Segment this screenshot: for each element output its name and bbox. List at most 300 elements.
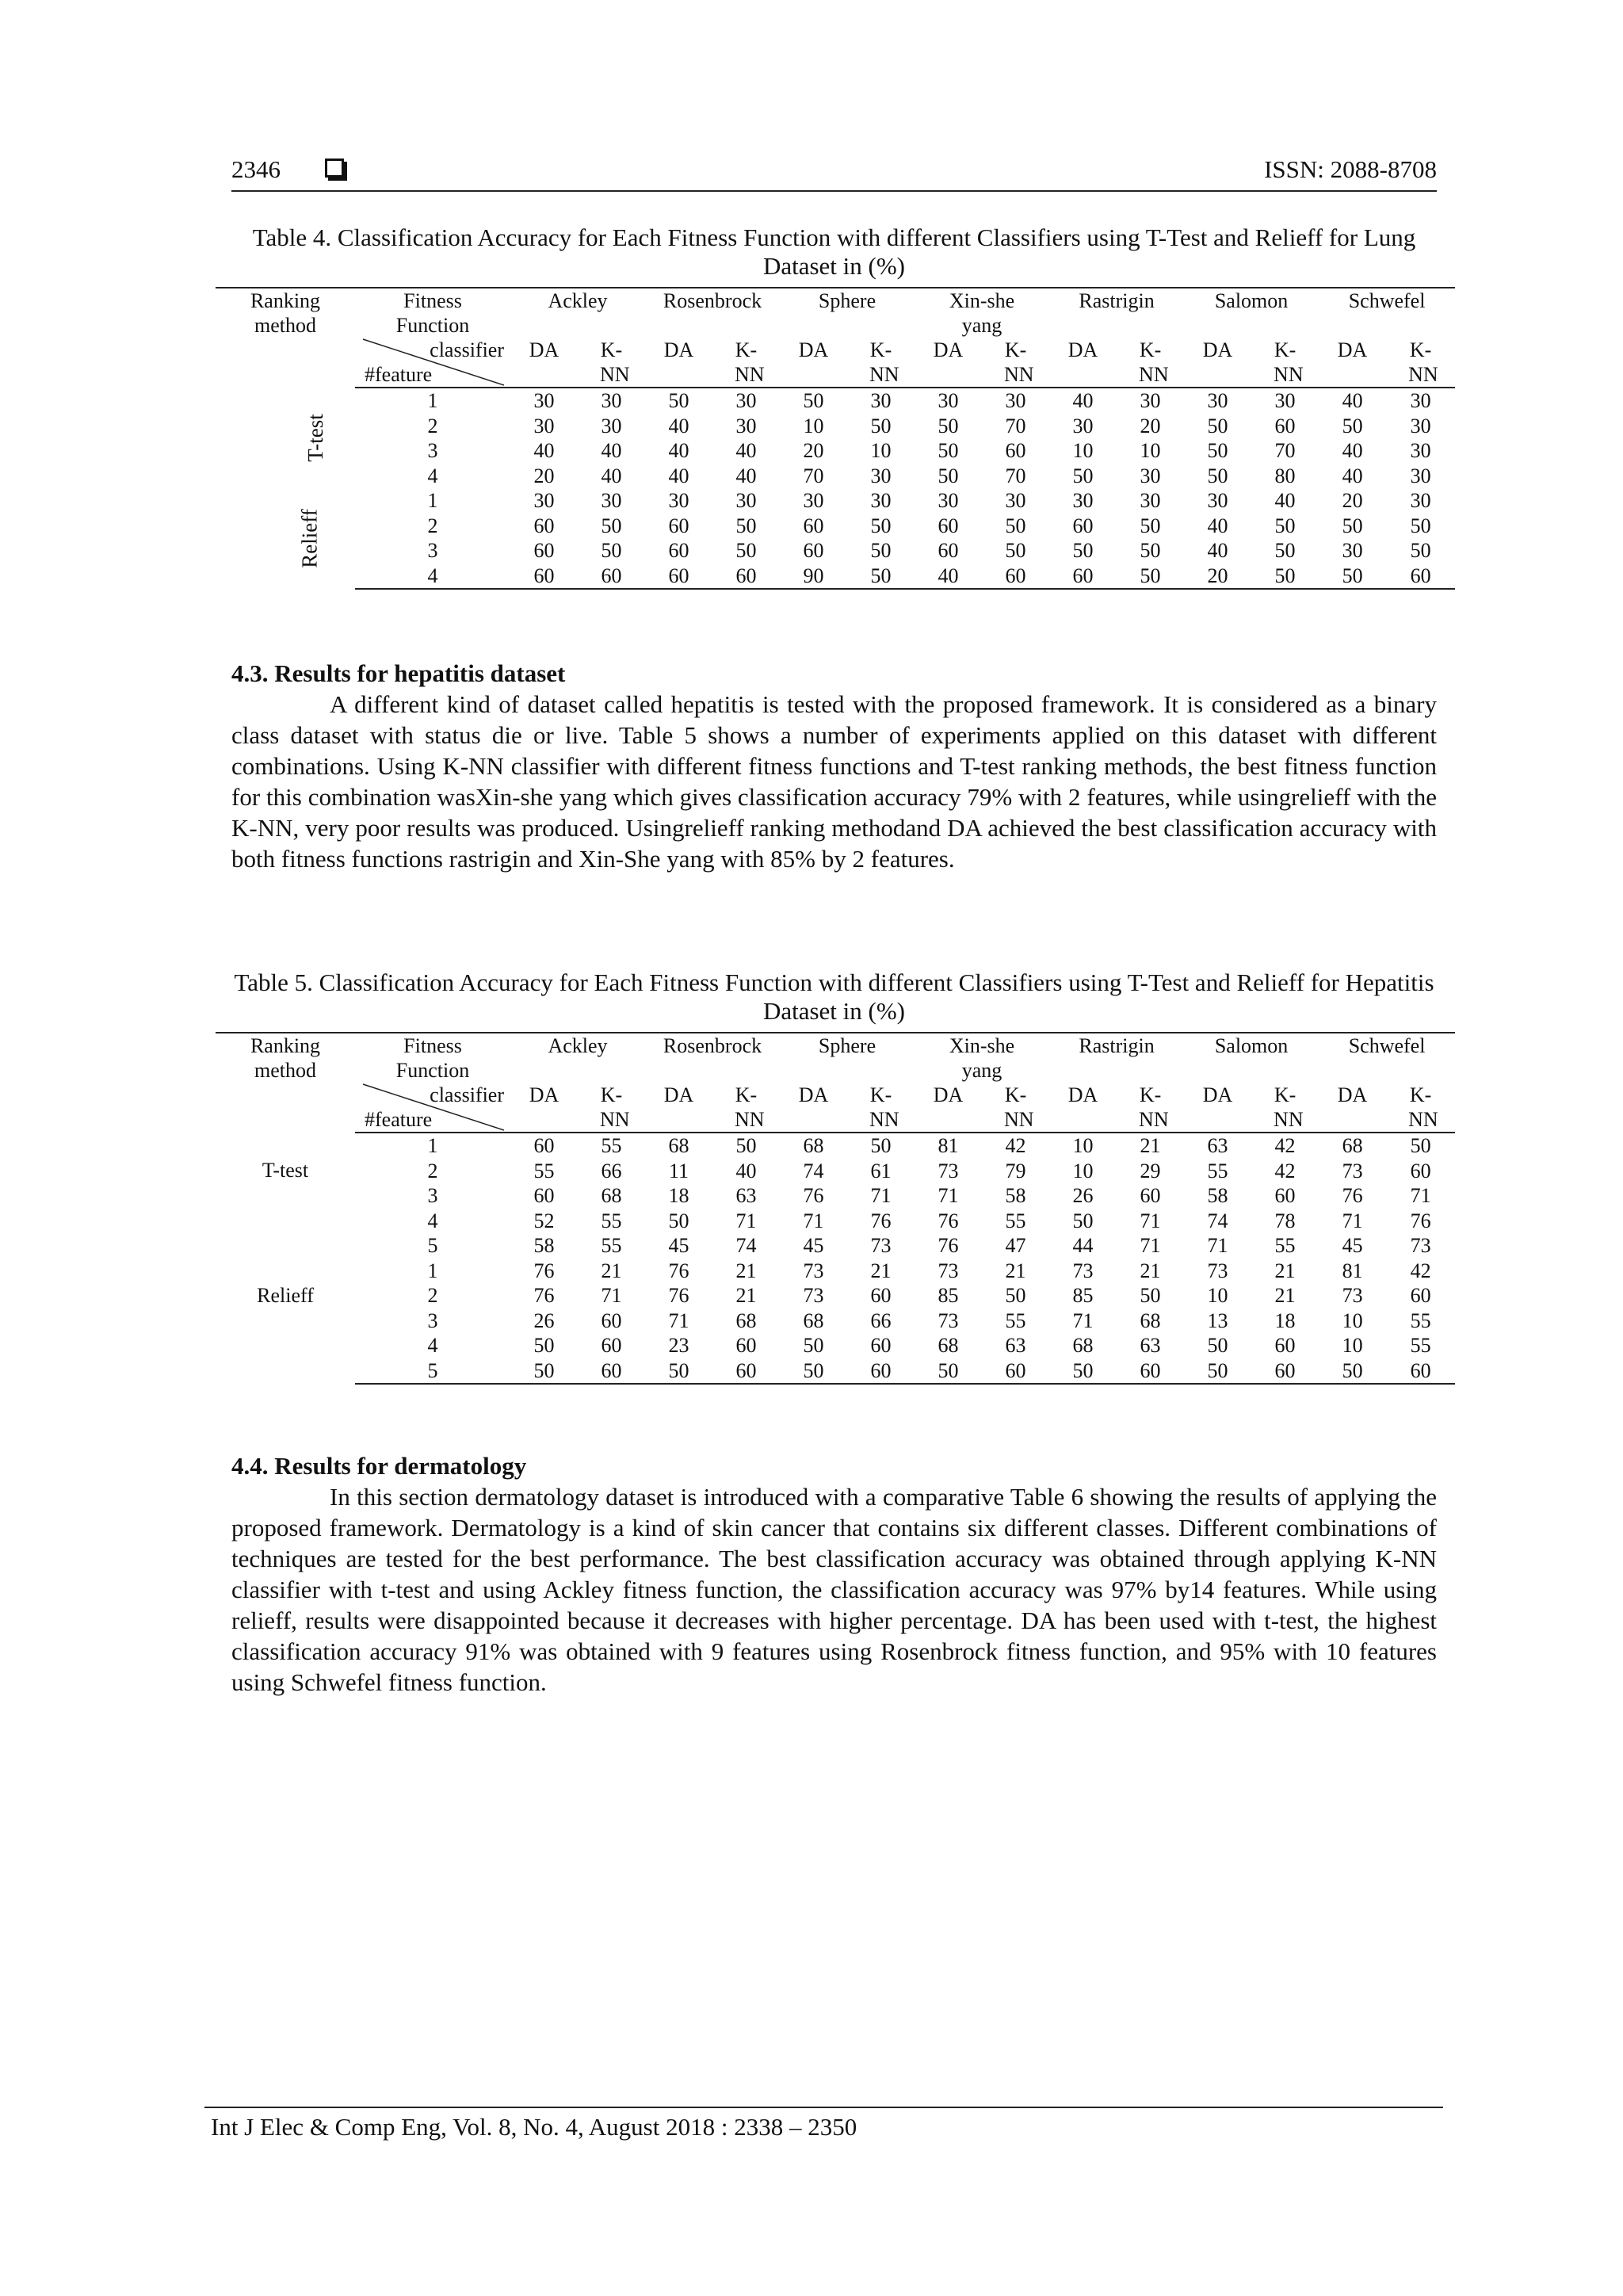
- function-header: Xin-she yang: [915, 288, 1049, 338]
- knn-header: K-NN: [982, 338, 1049, 388]
- accuracy-cell: 60: [1140, 1184, 1161, 1207]
- accuracy-cell: 76: [533, 1284, 555, 1307]
- accuracy-cell: 10: [1072, 439, 1094, 462]
- ranking-method-header: Ranking method: [216, 288, 355, 388]
- section-4-3-body: A different kind of dataset called hepatitis is tested with the proposed framework. It is considered as a binary class dataset with status die or live. Table 5 shows a number of experiments applied on this dataset with different combinations. Using K-NN classifier with different fitness functions and T-test ranking methods, the best fitness function for this combination wasXin-she yang which gives classification accuracy 79% with 2 features, while usingrelieff with the K-NN, very poor results was produced. Usingrelieff ranking methodand DA achieved the best classification accuracy with both fitness functions rastrigin and Xin-She yang with 85% by 2 features.: [231, 690, 1437, 873]
- accuracy-cell: 21: [870, 1259, 892, 1282]
- accuracy-cell: 80: [1274, 464, 1296, 487]
- accuracy-cell: 60: [1386, 563, 1455, 590]
- da-header: DA: [1049, 338, 1117, 388]
- function-header: Ackley: [510, 288, 645, 338]
- da-header: DA: [915, 1083, 982, 1133]
- classifier-feature-header: [355, 1083, 510, 1133]
- feature-count-cell: 2: [427, 1159, 438, 1182]
- knn-header: K-NN: [847, 1083, 915, 1133]
- accuracy-cell: 20: [533, 464, 555, 487]
- feature-count-cell: 5: [355, 1358, 510, 1385]
- accuracy-cell: 73: [1342, 1284, 1363, 1307]
- feature-count-cell: 4: [355, 563, 510, 590]
- table-row: [216, 388, 1455, 414]
- accuracy-cell: 30: [1410, 414, 1431, 437]
- accuracy-cell: 40: [1207, 539, 1228, 562]
- accuracy-cell: 42: [1005, 1134, 1026, 1157]
- accuracy-cell: 30: [1410, 439, 1431, 462]
- feature-count-cell: 1: [427, 1134, 438, 1157]
- accuracy-cell: 50: [601, 514, 622, 537]
- accuracy-cell: 10: [1207, 1284, 1228, 1307]
- accuracy-cell: 76: [668, 1284, 689, 1307]
- knn-header: K-NN: [712, 1083, 780, 1133]
- accuracy-cell: 60: [668, 539, 689, 562]
- da-header: DA: [645, 1083, 712, 1133]
- accuracy-cell: 30: [1207, 489, 1228, 512]
- accuracy-cell: 50: [1207, 464, 1228, 487]
- accuracy-cell: 50: [1140, 514, 1161, 537]
- table-row: [216, 1358, 1455, 1385]
- da-header: DA: [780, 338, 847, 388]
- accuracy-cell: 55: [1005, 1308, 1026, 1332]
- feature-count-cell: 3: [427, 439, 438, 462]
- accuracy-cell: 50: [1274, 539, 1296, 562]
- accuracy-cell: 50: [803, 389, 824, 412]
- feature-count-cell: 1: [427, 489, 438, 512]
- accuracy-cell: 20: [1140, 414, 1161, 437]
- accuracy-cell: 90: [780, 563, 847, 590]
- accuracy-cell: 47: [1005, 1234, 1026, 1257]
- table-row: [216, 1333, 1455, 1358]
- accuracy-cell: 50: [1049, 1358, 1117, 1385]
- accuracy-cell: 68: [735, 1308, 757, 1332]
- accuracy-cell: 40: [533, 439, 555, 462]
- accuracy-cell: 30: [533, 389, 555, 412]
- accuracy-cell: 60: [938, 514, 959, 537]
- table-row: [216, 1308, 1455, 1334]
- accuracy-cell: 58: [533, 1234, 555, 1257]
- accuracy-cell: 70: [1005, 464, 1026, 487]
- feature-count-cell: 5: [427, 1234, 438, 1257]
- accuracy-cell: 60: [533, 1184, 555, 1207]
- table-row: [216, 1209, 1455, 1234]
- accuracy-cell: 40: [1274, 489, 1296, 512]
- table4: [216, 287, 1455, 590]
- accuracy-cell: 11: [668, 1159, 689, 1182]
- accuracy-cell: 73: [803, 1284, 824, 1307]
- accuracy-cell: 60: [533, 514, 555, 537]
- accuracy-cell: 52: [533, 1209, 555, 1232]
- accuracy-cell: 40: [735, 1159, 757, 1182]
- function-header: Sphere: [780, 288, 915, 338]
- table-row: [216, 1233, 1455, 1259]
- table-row: [216, 538, 1455, 563]
- table-row: [216, 1259, 1455, 1284]
- knn-header: K-NN: [578, 1083, 645, 1133]
- ranking-method-cell: [216, 1133, 355, 1259]
- accuracy-cell: 60: [712, 1358, 780, 1385]
- accuracy-cell: 20: [1184, 563, 1251, 590]
- accuracy-cell: 50: [1005, 514, 1026, 537]
- accuracy-cell: 42: [1410, 1259, 1431, 1282]
- accuracy-cell: 60: [870, 1334, 892, 1357]
- accuracy-cell: 26: [533, 1308, 555, 1332]
- accuracy-cell: 50: [870, 514, 892, 537]
- accuracy-cell: 50: [1005, 539, 1026, 562]
- da-header: DA: [780, 1083, 847, 1133]
- accuracy-cell: 73: [1410, 1234, 1431, 1257]
- accuracy-cell: 60: [1117, 1358, 1184, 1385]
- feature-count-cell: 2: [427, 514, 438, 537]
- accuracy-cell: 30: [1410, 464, 1431, 487]
- accuracy-cell: 71: [1207, 1234, 1228, 1257]
- accuracy-cell: 61: [870, 1159, 892, 1182]
- accuracy-cell: 71: [1072, 1308, 1094, 1332]
- accuracy-cell: 30: [735, 489, 757, 512]
- accuracy-cell: 68: [938, 1334, 959, 1357]
- da-header: DA: [510, 338, 578, 388]
- accuracy-cell: 73: [938, 1259, 959, 1282]
- accuracy-cell: 55: [1207, 1159, 1228, 1182]
- accuracy-cell: 85: [1072, 1284, 1094, 1307]
- function-header: Rosenbrock: [645, 288, 780, 338]
- accuracy-cell: 71: [1342, 1209, 1363, 1232]
- accuracy-cell: 50: [1207, 414, 1228, 437]
- accuracy-cell: 10: [1342, 1334, 1363, 1357]
- accuracy-cell: 79: [1005, 1159, 1026, 1182]
- feature-label: #feature: [365, 363, 433, 386]
- accuracy-cell: 60: [982, 563, 1049, 590]
- feature-count-cell: 1: [427, 389, 438, 412]
- accuracy-cell: 30: [1410, 389, 1431, 412]
- accuracy-cell: 60: [1049, 563, 1117, 590]
- accuracy-cell: 55: [601, 1134, 622, 1157]
- table-row: [216, 1133, 1455, 1159]
- feature-count-cell: 2: [427, 414, 438, 437]
- table-row: [216, 438, 1455, 464]
- accuracy-cell: 45: [668, 1234, 689, 1257]
- feature-count-cell: 3: [427, 539, 438, 562]
- accuracy-cell: 30: [1072, 414, 1094, 437]
- accuracy-cell: 50: [668, 389, 689, 412]
- classifier-label: classifier: [430, 1083, 504, 1106]
- knn-header: K-NN: [1251, 338, 1319, 388]
- accuracy-cell: 60: [1251, 1358, 1319, 1385]
- table-row: [216, 514, 1455, 539]
- accuracy-cell: 81: [1342, 1259, 1363, 1282]
- feature-count-cell: 1: [427, 1259, 438, 1282]
- accuracy-cell: 40: [1072, 389, 1094, 412]
- accuracy-cell: 60: [1410, 1284, 1431, 1307]
- accuracy-cell: 18: [1274, 1308, 1296, 1332]
- accuracy-cell: 76: [938, 1209, 959, 1232]
- accuracy-cell: 71: [938, 1184, 959, 1207]
- function-header: Rastrigin: [1049, 1033, 1184, 1083]
- accuracy-cell: 26: [1072, 1184, 1094, 1207]
- accuracy-cell: 40: [1342, 464, 1363, 487]
- accuracy-cell: 50: [847, 563, 915, 590]
- accuracy-cell: 30: [735, 389, 757, 412]
- accuracy-cell: 50: [1207, 439, 1228, 462]
- accuracy-cell: 42: [1274, 1159, 1296, 1182]
- accuracy-cell: 30: [533, 414, 555, 437]
- accuracy-cell: 21: [1274, 1284, 1296, 1307]
- accuracy-cell: 71: [601, 1284, 622, 1307]
- accuracy-cell: 50: [533, 1334, 555, 1357]
- page-footer: Int J Elec & Comp Eng, Vol. 8, No. 4, August 2018 : 2338 – 2350: [204, 2107, 1443, 2141]
- accuracy-cell: 50: [1319, 1358, 1386, 1385]
- da-header: DA: [1049, 1083, 1117, 1133]
- knn-header: K-NN: [578, 338, 645, 388]
- feature-count-cell: 2: [427, 1284, 438, 1307]
- accuracy-cell: 60: [533, 539, 555, 562]
- accuracy-cell: 60: [870, 1284, 892, 1307]
- accuracy-cell: 21: [1274, 1259, 1296, 1282]
- function-header: Rastrigin: [1049, 288, 1184, 338]
- accuracy-cell: 60: [712, 563, 780, 590]
- classifier-label: classifier: [430, 338, 504, 361]
- accuracy-cell: 30: [601, 389, 622, 412]
- accuracy-cell: 76: [668, 1259, 689, 1282]
- accuracy-cell: 50: [1184, 1358, 1251, 1385]
- accuracy-cell: 20: [803, 439, 824, 462]
- accuracy-cell: 60: [1386, 1358, 1455, 1385]
- accuracy-cell: 10: [870, 439, 892, 462]
- accuracy-cell: 50: [1072, 464, 1094, 487]
- accuracy-cell: 50: [1140, 1284, 1161, 1307]
- accuracy-cell: 30: [533, 489, 555, 512]
- accuracy-cell: 73: [1207, 1259, 1228, 1282]
- accuracy-cell: 60: [533, 1134, 555, 1157]
- accuracy-cell: 30: [870, 389, 892, 412]
- accuracy-cell: 50: [1140, 539, 1161, 562]
- accuracy-cell: 68: [803, 1308, 824, 1332]
- accuracy-cell: 74: [803, 1159, 824, 1182]
- accuracy-cell: 60: [578, 563, 645, 590]
- da-header: DA: [915, 338, 982, 388]
- accuracy-cell: 60: [1005, 439, 1026, 462]
- accuracy-cell: 71: [1410, 1184, 1431, 1207]
- accuracy-cell: 30: [1274, 389, 1296, 412]
- accuracy-cell: 60: [1274, 1184, 1296, 1207]
- accuracy-cell: 50: [510, 1358, 578, 1385]
- accuracy-cell: 70: [1274, 439, 1296, 462]
- accuracy-cell: 50: [870, 539, 892, 562]
- table-row: [216, 563, 1455, 590]
- accuracy-cell: 76: [1342, 1184, 1363, 1207]
- accuracy-cell: 73: [938, 1308, 959, 1332]
- accuracy-cell: 50: [645, 1358, 712, 1385]
- table-row: [216, 414, 1455, 439]
- accuracy-cell: 50: [780, 1358, 847, 1385]
- accuracy-cell: 40: [1207, 514, 1228, 537]
- accuracy-cell: 23: [668, 1334, 689, 1357]
- accuracy-cell: 50: [735, 539, 757, 562]
- running-header: [231, 155, 1437, 192]
- accuracy-cell: 76: [938, 1234, 959, 1257]
- feature-count-cell: 3: [427, 1308, 438, 1332]
- accuracy-cell: 50: [1072, 539, 1094, 562]
- ranking-method-cell: [216, 388, 355, 488]
- knn-header: K-NN: [1251, 1083, 1319, 1133]
- da-header: DA: [1184, 1083, 1251, 1133]
- accuracy-cell: 60: [803, 539, 824, 562]
- knn-header: K-NN: [1117, 1083, 1184, 1133]
- accuracy-cell: 10: [803, 414, 824, 437]
- knn-header: K-NN: [1117, 338, 1184, 388]
- accuracy-cell: 40: [668, 414, 689, 437]
- accuracy-cell: 60: [803, 514, 824, 537]
- knn-header: K-NN: [1386, 338, 1455, 388]
- function-header: Schwefel: [1319, 1033, 1455, 1083]
- accuracy-cell: 76: [1410, 1209, 1431, 1232]
- accuracy-cell: 40: [668, 464, 689, 487]
- accuracy-cell: 50: [1072, 1209, 1094, 1232]
- accuracy-cell: 66: [601, 1159, 622, 1182]
- table5: [216, 1032, 1455, 1385]
- ranking-method-label: Relieff: [297, 509, 322, 568]
- accuracy-cell: 60: [578, 1358, 645, 1385]
- accuracy-cell: 10: [1072, 1134, 1094, 1157]
- accuracy-cell: 55: [1274, 1234, 1296, 1257]
- da-header: DA: [510, 1083, 578, 1133]
- accuracy-cell: 60: [1274, 414, 1296, 437]
- accuracy-cell: 50: [870, 1134, 892, 1157]
- accuracy-cell: 10: [1140, 439, 1161, 462]
- function-header: Xin-she yang: [915, 1033, 1049, 1083]
- accuracy-cell: 50: [938, 464, 959, 487]
- accuracy-cell: 50: [1410, 1134, 1431, 1157]
- accuracy-cell: 40: [735, 464, 757, 487]
- da-header: DA: [1184, 338, 1251, 388]
- knn-header: K-NN: [712, 338, 780, 388]
- accuracy-cell: 63: [1005, 1334, 1026, 1357]
- accuracy-cell: 30: [1005, 389, 1026, 412]
- accuracy-cell: 71: [735, 1209, 757, 1232]
- accuracy-cell: 55: [601, 1209, 622, 1232]
- accuracy-cell: 30: [938, 489, 959, 512]
- accuracy-cell: 74: [1207, 1209, 1228, 1232]
- accuracy-cell: 60: [847, 1358, 915, 1385]
- accuracy-cell: 73: [803, 1259, 824, 1282]
- table-row: [216, 1283, 1455, 1308]
- page-number: 2346: [231, 155, 281, 183]
- accuracy-cell: 18: [668, 1184, 689, 1207]
- accuracy-cell: 21: [601, 1259, 622, 1282]
- table5-caption: Table 5. Classification Accuracy for Each Fitness Function with different Classifiers using T-Test and Relieff for Hepatitis Dataset in (%): [234, 968, 1434, 1025]
- accuracy-cell: 30: [1207, 389, 1228, 412]
- accuracy-cell: 50: [735, 514, 757, 537]
- accuracy-cell: 50: [1005, 1284, 1026, 1307]
- accuracy-cell: 60: [1410, 1159, 1431, 1182]
- accuracy-cell: 50: [668, 1209, 689, 1232]
- accuracy-cell: 71: [1140, 1209, 1161, 1232]
- accuracy-cell: 40: [735, 439, 757, 462]
- accuracy-cell: 68: [1140, 1308, 1161, 1332]
- function-header: Salomon: [1184, 288, 1319, 338]
- accuracy-cell: 40: [1342, 389, 1363, 412]
- accuracy-cell: 71: [870, 1184, 892, 1207]
- fitness-function-header: Fitness Function: [355, 1033, 510, 1083]
- accuracy-cell: 21: [735, 1284, 757, 1307]
- accuracy-cell: 40: [601, 464, 622, 487]
- ranking-method-cell: [216, 1259, 355, 1385]
- accuracy-cell: 60: [668, 514, 689, 537]
- accuracy-cell: 10: [1342, 1308, 1363, 1332]
- accuracy-cell: 74: [735, 1234, 757, 1257]
- function-header: Rosenbrock: [645, 1033, 780, 1083]
- accuracy-cell: 30: [601, 414, 622, 437]
- accuracy-cell: 55: [533, 1159, 555, 1182]
- accuracy-cell: 68: [803, 1134, 824, 1157]
- accuracy-cell: 85: [938, 1284, 959, 1307]
- knn-header: K-NN: [1386, 1083, 1455, 1133]
- ranking-method-label: Relieff: [257, 1284, 314, 1307]
- accuracy-cell: 30: [1140, 389, 1161, 412]
- accuracy-cell: 50: [915, 1358, 982, 1385]
- accuracy-cell: 21: [1140, 1134, 1161, 1157]
- classifier-feature-header: [355, 338, 510, 388]
- accuracy-cell: 30: [870, 464, 892, 487]
- function-header: Schwefel: [1319, 288, 1455, 338]
- accuracy-cell: 30: [938, 389, 959, 412]
- accuracy-cell: 60: [510, 563, 578, 590]
- accuracy-cell: 60: [645, 563, 712, 590]
- accuracy-cell: 45: [1342, 1234, 1363, 1257]
- accuracy-cell: 76: [870, 1209, 892, 1232]
- ranking-method-header: Ranking method: [216, 1033, 355, 1133]
- table-row: [216, 464, 1455, 489]
- accuracy-cell: 60: [601, 1334, 622, 1357]
- accuracy-cell: 50: [1410, 514, 1431, 537]
- knn-header: K-NN: [847, 338, 915, 388]
- accuracy-cell: 55: [601, 1234, 622, 1257]
- accuracy-cell: 76: [533, 1259, 555, 1282]
- accuracy-cell: 60: [601, 1308, 622, 1332]
- accuracy-cell: 29: [1140, 1159, 1161, 1182]
- ranking-method-label: T-test: [303, 414, 327, 462]
- accuracy-cell: 30: [870, 489, 892, 512]
- accuracy-cell: 40: [601, 439, 622, 462]
- accuracy-cell: 50: [803, 1334, 824, 1357]
- section-4-3-title: 4.3. Results for hepatitis dataset: [231, 659, 566, 687]
- checkbox-glyph-icon: [325, 159, 344, 178]
- accuracy-cell: 63: [1207, 1134, 1228, 1157]
- table4-caption: Table 4. Classification Accuracy for Each Fitness Function with different Classifiers using T-Test and Relieff for Lung Dataset in (%): [252, 223, 1416, 280]
- feature-label: #feature: [365, 1108, 433, 1131]
- section-4-4-title: 4.4. Results for dermatology: [231, 1452, 527, 1480]
- accuracy-cell: 50: [1117, 563, 1184, 590]
- accuracy-cell: 21: [1005, 1259, 1026, 1282]
- accuracy-cell: 76: [803, 1184, 824, 1207]
- accuracy-cell: 50: [1319, 563, 1386, 590]
- accuracy-cell: 81: [938, 1134, 959, 1157]
- accuracy-cell: 60: [982, 1358, 1049, 1385]
- accuracy-cell: 30: [668, 489, 689, 512]
- accuracy-cell: 30: [601, 489, 622, 512]
- accuracy-cell: 60: [1274, 1334, 1296, 1357]
- accuracy-cell: 30: [1140, 489, 1161, 512]
- accuracy-cell: 50: [938, 414, 959, 437]
- accuracy-cell: 30: [735, 414, 757, 437]
- accuracy-cell: 50: [1410, 539, 1431, 562]
- function-header: Salomon: [1184, 1033, 1319, 1083]
- accuracy-cell: 10: [1072, 1159, 1094, 1182]
- da-header: DA: [645, 338, 712, 388]
- accuracy-cell: 30: [803, 489, 824, 512]
- accuracy-cell: 73: [870, 1234, 892, 1257]
- accuracy-cell: 50: [870, 414, 892, 437]
- accuracy-cell: 68: [601, 1184, 622, 1207]
- accuracy-cell: 71: [1140, 1234, 1161, 1257]
- accuracy-cell: 21: [1140, 1259, 1161, 1282]
